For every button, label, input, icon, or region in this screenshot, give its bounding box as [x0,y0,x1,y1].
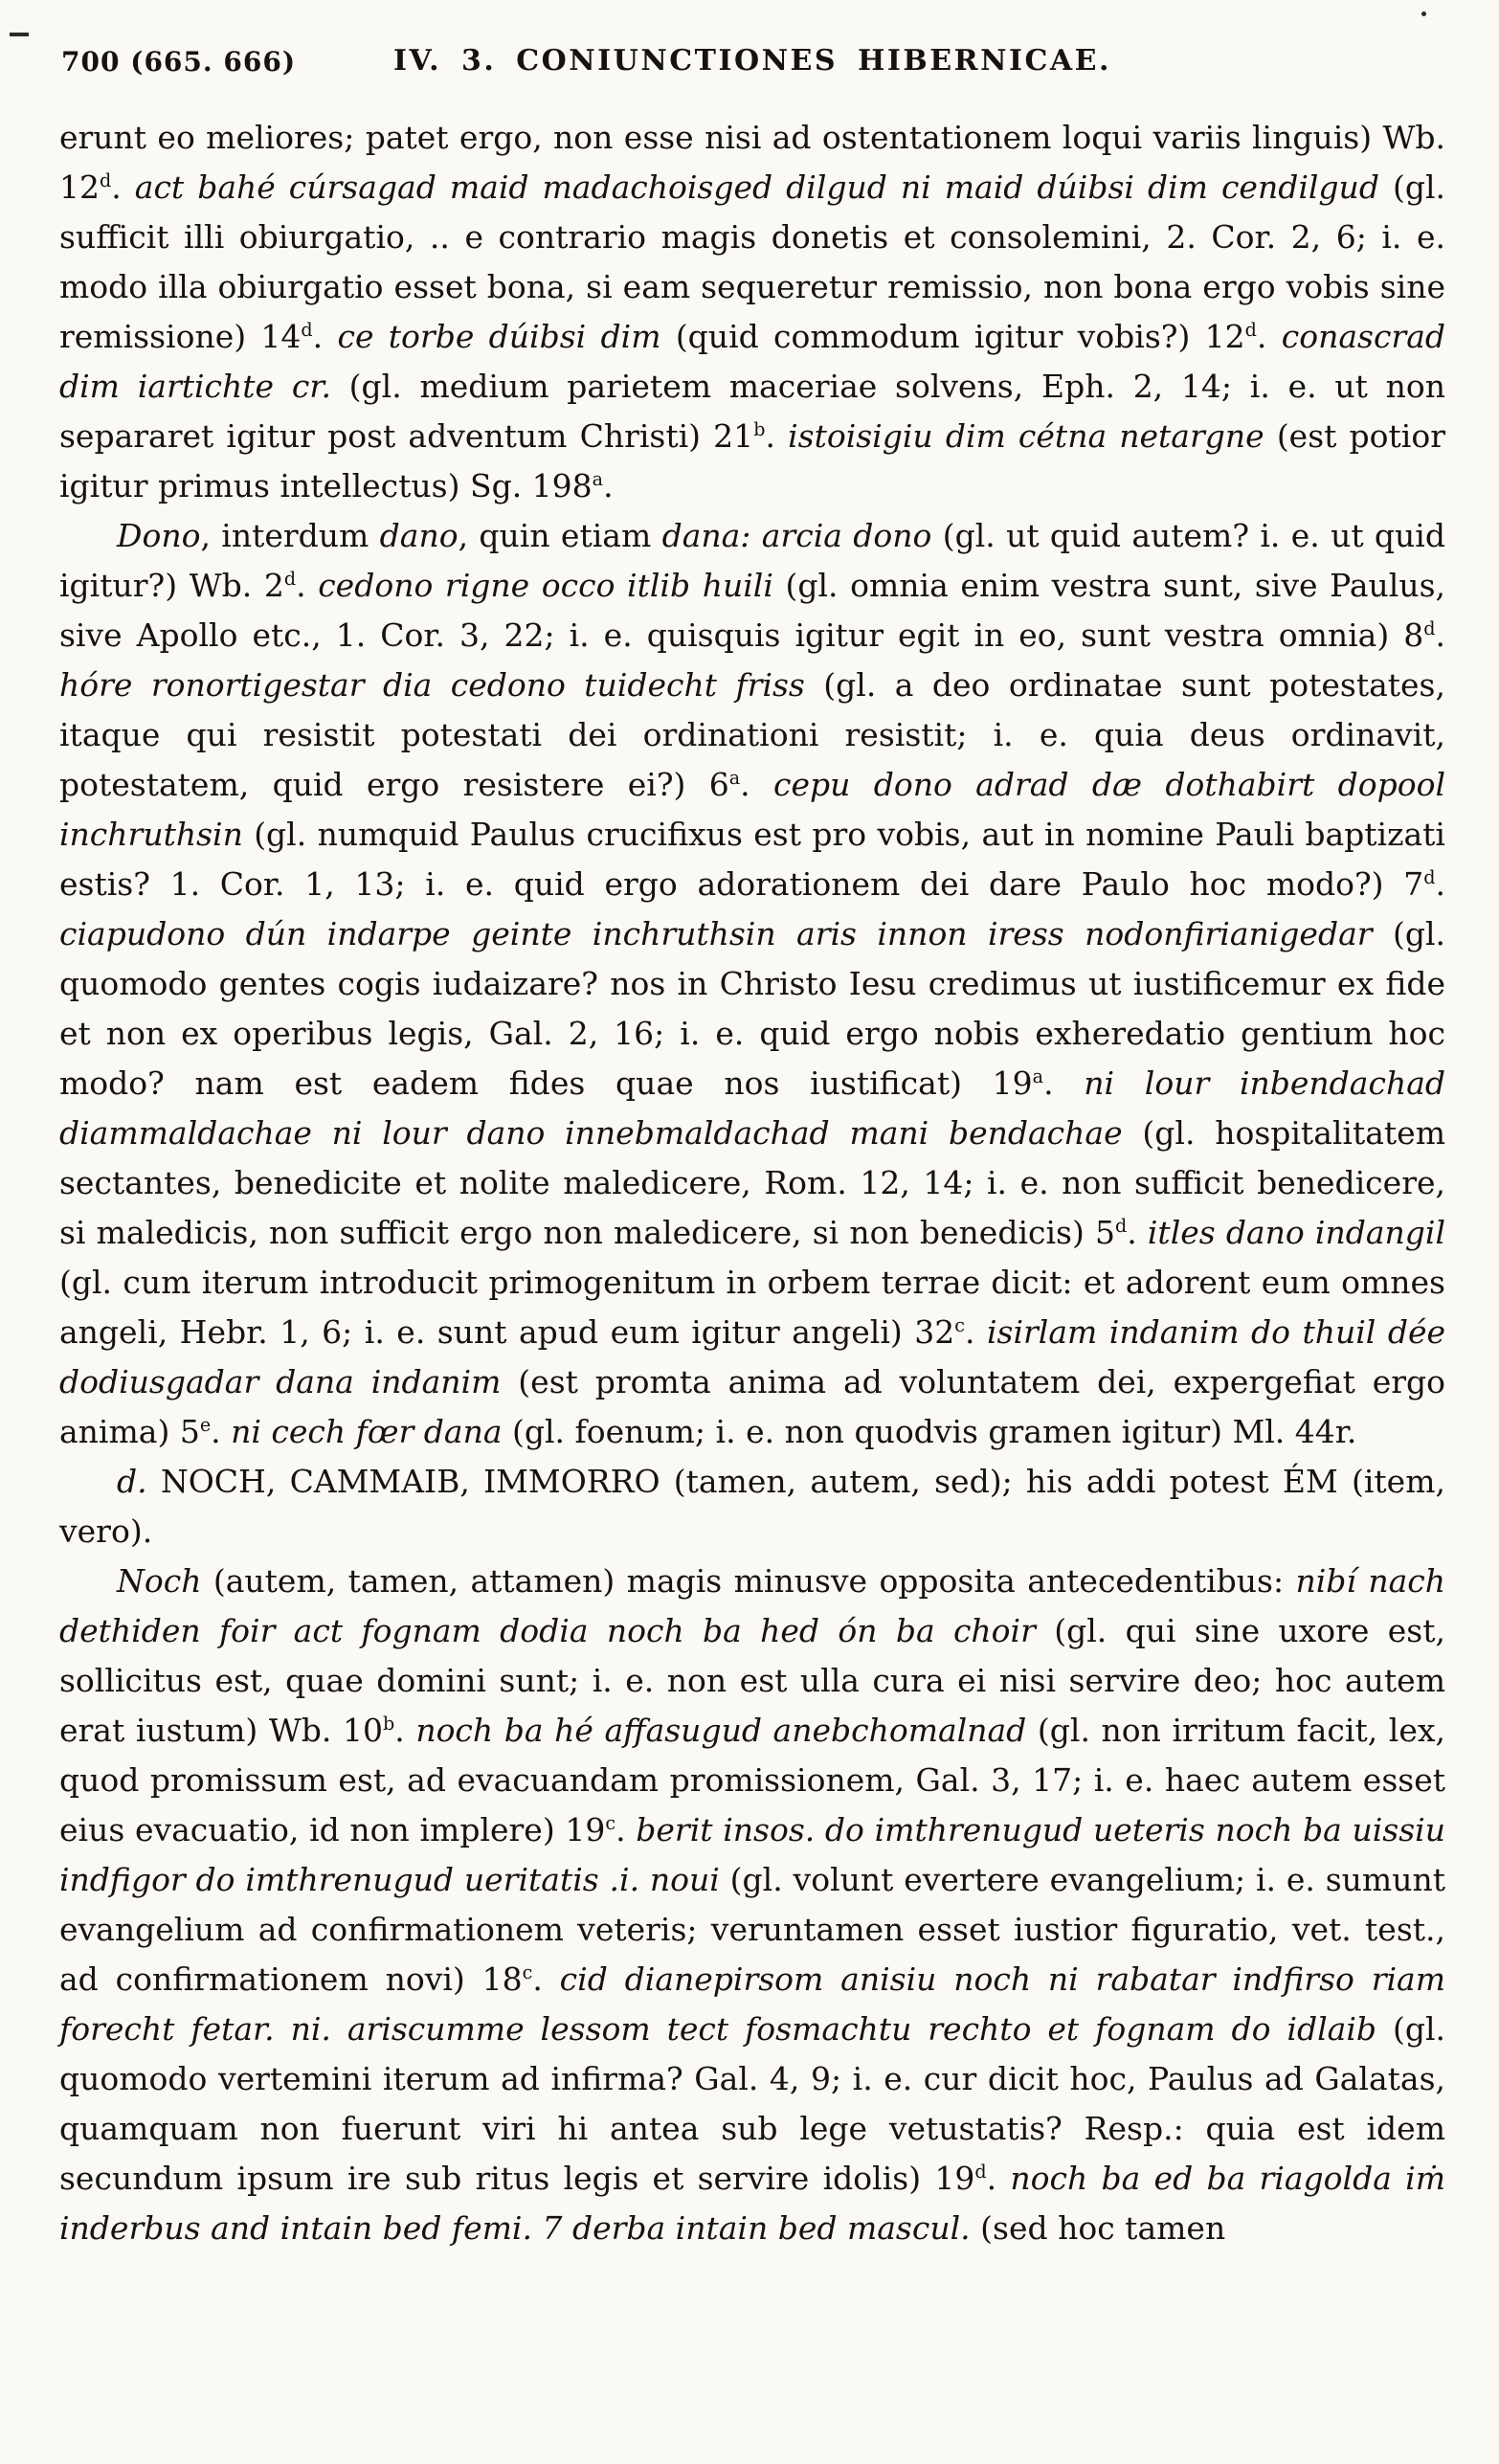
irish-text-segment: Noch [117,1562,213,1600]
reference-superscript: b [382,1713,395,1735]
page-number: 700 (665. 666) [61,46,297,78]
reference-superscript: d [974,2161,987,2183]
reference-superscript: c [954,1314,965,1336]
irish-text-segment: dana: arcia dono [661,517,943,554]
paragraph [59,113,1445,511]
reference-superscript: a [728,767,741,789]
irish-text-segment: ni lour inbendachad diammaldachae ni lour dano innebmaldachad mani bendachae [59,1064,1445,1152]
irish-text-segment: noch ba ed ba riagolda iṁ inderbus and intain bed femi. 7 derba intain bed mascul. [59,2160,1445,2247]
reference-superscript: d [1423,866,1436,888]
irish-text-segment: ciapudono dún indarpe geinte inchruthsin aris innon iress nodonfirianigedar [59,915,1393,952]
reference-superscript: a [592,468,604,490]
irish-text-segment: Dono [117,517,201,554]
latin-text-segment: . [312,318,338,355]
latin-text-segment: . [394,1712,416,1749]
latin-text-segment: (gl. qui sine uxore est, sollicitus est, quae domini sunt; i. e. non est ulla cura ei nisi servire deo; hoc autem erat iustum) Wb. 10 [59,1612,1445,1749]
irish-text-segment: itles dano indangil [1147,1214,1446,1251]
reference-superscript: e [199,1414,212,1436]
latin-text-segment: . [111,168,135,206]
irish-text-segment: ce torbe dúibsi dim [337,318,676,355]
reference-superscript: d [1423,617,1436,639]
irish-text-segment: hóre ronortigestar dia cedono tuidecht friss [59,666,824,704]
irish-text-segment: istoisigiu dim cétna netargne [788,417,1277,455]
paragraph [59,1457,1445,1557]
latin-text-segment: . [740,766,773,803]
reference-superscript: c [522,1961,533,1983]
reference-superscript: d [100,169,112,191]
irish-text-segment: dano [379,517,459,554]
irish-text-segment: isirlam indanim do thuil dée dodiusgadar dana indanim [59,1313,1445,1400]
latin-text-segment: , interdum [200,517,380,554]
latin-text-segment: . [986,2160,1011,2197]
latin-text-segment: (gl. a deo ordinatae sunt potestates, itaque qui resistit potestati dei ordinationi resistit; i. e. quia deus ordinavit, potestatem, quid ergo resistere ei?) 6 [59,666,1445,803]
latin-text-segment: . [296,567,319,604]
reference-superscript: d [1244,319,1257,341]
irish-text-segment: act bahé cúrsagad maid madachoisged dilgud ni maid dúibsi dim cendilgud [134,168,1393,206]
latin-text-segment: (gl. cum iterum introducit primogenitum in orbem terrae dicit: et adorent eum omnes angeli, Hebr. 1, 6; i. e. sunt apud eum igitur angeli) 32 [59,1264,1445,1351]
latin-text-segment: (gl. omnia enim vestra sunt, sive Paulus, sive Apollo etc., 1. Cor. 3, 22; i. e. quisquis igitur egit in eo, sunt vestra omnia) 8 [59,567,1445,654]
latin-text-segment: . [615,1811,637,1848]
latin-text-segment: . [1127,1214,1148,1251]
latin-text-segment: (est potior igitur primus intellectus) Sg. 198 [59,417,1446,504]
latin-text-segment: , quin etiam [458,517,662,554]
latin-text-segment: (est promta anima ad voluntatem dei, expergefiat ergo anima) 5 [59,1363,1445,1450]
latin-text-segment: (gl. ut quid autem? i. e. ut quid igitur?) Wb. 2 [59,517,1445,604]
latin-text-segment: (quid commodum igitur vobis?) 12 [675,318,1245,355]
paragraph [59,1557,1445,2253]
latin-text-segment: . [532,1960,560,1998]
latin-text-segment: . [1435,865,1445,903]
irish-text-segment: noch ba hé affasugud anebchomalnad [415,1712,1038,1749]
irish-text-segment: ni cech fœr dana [231,1413,512,1450]
latin-text-segment: (gl. volunt evertere evangelium; i. e. sumunt evangelium ad confirmationem veteris; veruntamen esset iustior figuratio, vet. test., ad confirmationem novi) 18 [59,1861,1445,1998]
reference-superscript: d [301,319,313,341]
latin-text-segment: (autem, tamen, attamen) magis minusve opposita antecedentibus: [213,1562,1296,1600]
latin-text-segment: (gl. foenum; i. e. non quodvis gramen igitur) Ml. 44r. [511,1413,1357,1450]
reference-superscript: a [1032,1065,1044,1087]
irish-text-segment: cepu dono adrad dæ dothabirt dopool inchruthsin [59,766,1445,853]
page-header [59,42,1445,88]
latin-text-segment: . [603,467,614,504]
paragraph [59,511,1445,1457]
latin-text-segment: . [964,1313,987,1351]
latin-text-segment: (gl. non irritum facit, lex, quod promissum est, ad evacuandam promissionem, Gal. 3, 17; i. e. haec autem esset eius evacuatio, id non implere) 19 [59,1712,1445,1848]
irish-text-segment: nibí nach dethiden foir act fognam dodia noch ba hed ón ba choir [59,1562,1446,1649]
irish-text-segment: cedono rigne occo itlib huili [318,567,786,604]
irish-text-segment: berit insos. do imthrenugud ueteris noch ba uissiu indfigor do imthrenugud ueritatis .i. noui [59,1811,1445,1898]
latin-text-segment: (gl. medium parietem maceriae solvens, Eph. 2, 14; i. e. ut non separaret igitur post adventum Christi) 21 [59,368,1445,455]
latin-text-segment: . [211,1413,232,1450]
reference-superscript: d [283,568,297,590]
latin-text-segment: . [1256,318,1282,355]
reference-superscript: b [753,418,766,440]
reference-superscript: c [605,1812,616,1834]
latin-text-segment: . [1435,616,1445,654]
page-body [59,113,1445,2253]
latin-text-segment: NOCH, CAMMAIB, IMMORRO (tamen, autem, sed); his addi potest ÉM (item, vero). [59,1463,1445,1550]
irish-text-segment: cid dianepirsom anisiu noch ni rabatar indfirso riam forecht fetar. ni. ariscumme lessom tect fosmachtu rechto et fognam do idlaib [59,1960,1445,2048]
latin-text-segment: (gl. hospitalitatem sectantes, benedicite et nolite maledicere, Rom. 12, 14; i. e. non sufficit benedicere, si maledicis, non sufficit ergo non maledicere, si non benedicis) 5 [59,1114,1445,1251]
reference-superscript: d [1114,1215,1128,1237]
latin-text-segment: . [765,417,789,455]
irish-text-segment: d. [117,1463,147,1500]
latin-text-segment: (gl. quomodo gentes cogis iudaizare? nos in Christo Iesu credimus ut iustificemur ex fide et non ex operibus legis, Gal. 2, 16; i. e. quid ergo nobis exheredatio gentium hoc modo? nam est eadem fides quae nos iustificat) 19 [59,915,1445,1102]
latin-text-segment: (gl. quomodo vertemini iterum ad infirma? Gal. 4, 9; i. e. cur dicit hoc, Paulus ad Galatas, quamquam non fuerunt viri hi antea sub lege vetustatis? Resp.: quia est idem secundum ipsum ire sub ritus legis et servire idolis) 19 [59,2010,1445,2197]
latin-text-segment: (sed hoc tamen [980,2209,1226,2247]
latin-text-segment: (gl. sufficit illi obiurgatio, .. e contrario magis donetis et consolemini, 2. Cor. 2, 6; i. e. modo illa obiurgatio esset bona, si eam sequeretur remissio, non bona ergo vobis sine remissione) 14 [59,168,1445,355]
latin-text-segment: (gl. numquid Paulus crucifixus est pro vobis, aut in nomine Pauli baptizati estis? 1. Cor. 1, 13; i. e. quid ergo adorationem dei dare Paulo hoc modo?) 7 [59,816,1445,903]
irish-text-segment: conascrad dim iartichte cr. [59,318,1446,405]
latin-text-segment: erunt eo meliores; patet ergo, non esse nisi ad ostentationem loqui variis linguis) Wb. 12 [59,119,1445,206]
running-title: IV. 3. CONIUNCTIONES HIBERNICAE. [393,44,1111,78]
latin-text-segment: . [1043,1064,1085,1102]
